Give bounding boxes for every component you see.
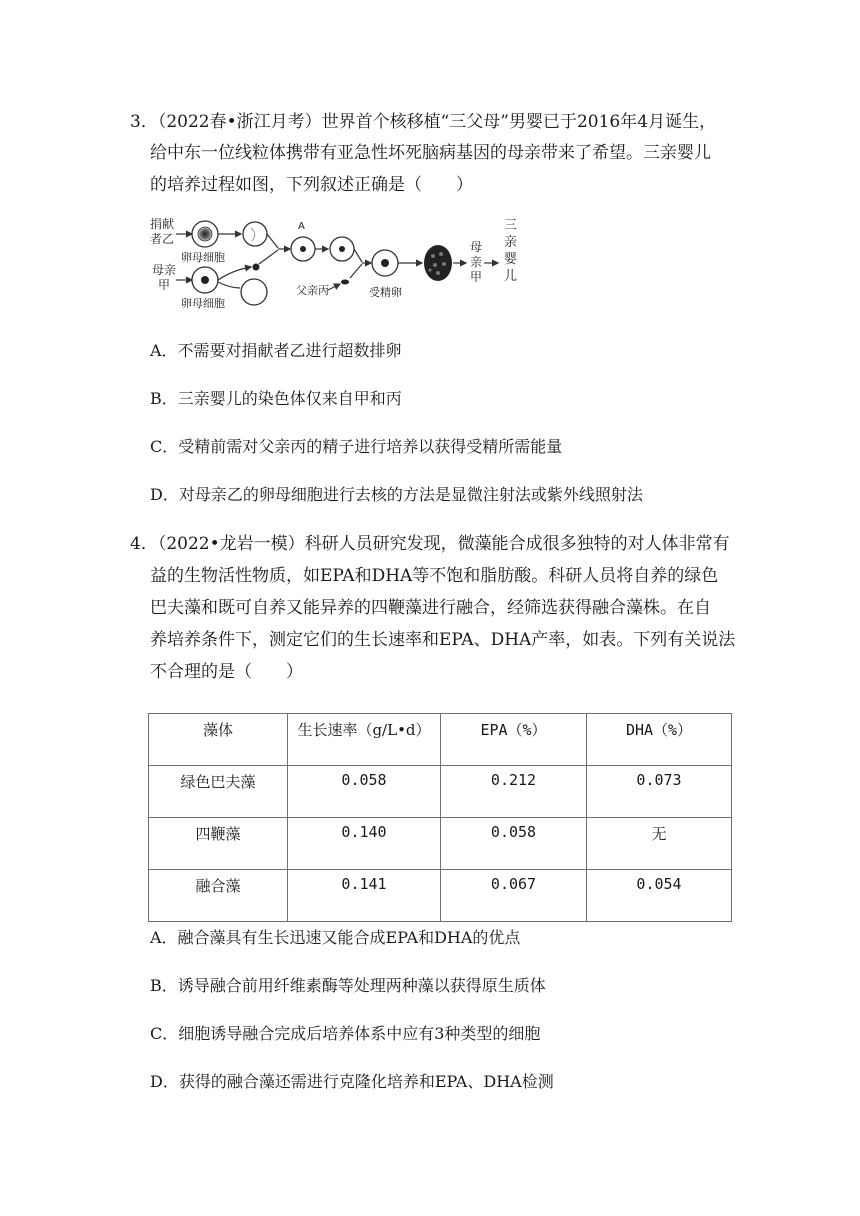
q4-option-d: D．获得的融合藻还需进行克隆化培养和EPA、DHA检测	[150, 1072, 554, 1091]
table-cell: 四鞭藻	[149, 818, 288, 870]
table-cell: 0.212	[441, 766, 587, 818]
label-mother-right-2: 亲	[470, 255, 483, 269]
table-cell: 绿色巴夫藻	[149, 766, 288, 818]
q3-option-a: A．不需要对捐献者乙进行超数排卵	[150, 341, 402, 360]
q4-option-c: C．细胞诱导融合完成后培养体系中应有3种类型的细胞	[150, 1024, 541, 1043]
table-cell: 0.067	[441, 870, 587, 922]
table-header-cell: DHA（%）	[587, 714, 732, 766]
table-header-cell: 藻体	[149, 714, 288, 766]
q4-line-5: 不合理的是（ ）	[150, 662, 303, 682]
label-baby-2: 亲	[504, 235, 518, 250]
table-cell: 0.054	[587, 870, 732, 922]
q4-line-1: 4．（2022•龙岩一模）科研人员研究发现，微藻能合成很多独特的对人体非常有	[130, 534, 730, 554]
embryo-icon	[424, 245, 452, 281]
table-header-row	[149, 714, 732, 766]
table-cell: 0.073	[587, 766, 732, 818]
enucleated-cell-icon	[241, 279, 267, 305]
nucleus-icon	[253, 264, 260, 271]
q3-line-1: 3．（2022春•浙江月考）世界首个核移植“三父母”男婴已于2016年4月诞生，	[130, 112, 717, 132]
table-cell: 0.058	[288, 766, 441, 818]
table-row	[149, 766, 732, 818]
label-mother-right-1: 母	[470, 240, 483, 254]
label-mother-right-3: 甲	[470, 270, 483, 284]
label-fertilized-egg: 受精卵	[369, 286, 402, 299]
q3-process-diagram	[148, 212, 526, 312]
label-mother-2: 甲	[158, 278, 171, 292]
q4-line-4: 养培养条件下，测定它们的生长速率和EPA、DHA产率，如表。下列有关说法	[150, 630, 736, 650]
table-cell: 0.140	[288, 818, 441, 870]
label-mother-1: 母亲	[152, 263, 177, 277]
label-baby-3: 婴	[504, 252, 518, 267]
label-A: A	[298, 221, 305, 232]
table-header-cell: 生长速率（g/L•d）	[288, 714, 441, 766]
q4-option-a: A．融合藻具有生长迅速又能合成EPA和DHA的优点	[150, 928, 521, 947]
table-cell: 无	[587, 818, 732, 870]
table-row	[149, 870, 732, 922]
q4-line-2: 益的生物活性物质，如EPA和DHA等不饱和脂肪酸。科研人员将自养的绿色	[150, 566, 719, 586]
q3-option-d: D．对母亲乙的卵母细胞进行去核的方法是显微注射法或紫外线照射法	[150, 485, 643, 504]
table-header-cell: EPA（%）	[441, 714, 587, 766]
label-oocyte-top: 卵母细胞	[181, 251, 225, 264]
q4-option-b: B．诱导融合前用纤维素酶等处理两种藻以获得原生质体	[150, 976, 546, 995]
label-baby-1: 三	[504, 218, 518, 233]
sperm-icon	[341, 280, 349, 285]
label-oocyte-bottom: 卵母细胞	[181, 297, 225, 310]
label-father: 父亲丙	[296, 284, 329, 297]
q3-line-2: 给中东一位线粒体携带有亚急性坏死脑病基因的母亲带来了希望。三亲婴儿	[150, 143, 711, 163]
table-cell: 0.058	[441, 818, 587, 870]
q3-option-b: B．三亲婴儿的染色体仅来自甲和丙	[150, 389, 402, 408]
algae-data-table	[148, 713, 732, 922]
q4-line-3: 巴夫藻和既可自养又能异养的四鞭藻进行融合，经筛选获得融合藻株。在自	[150, 598, 711, 618]
label-baby-4: 儿	[504, 269, 518, 284]
label-donor-2: 者乙	[150, 232, 175, 246]
table-row	[149, 818, 732, 870]
q3-line-3: 的培养过程如图，下列叙述正确是（ ）	[150, 175, 473, 195]
table-cell: 0.141	[288, 870, 441, 922]
label-donor-1: 捐献	[150, 217, 175, 231]
q3-option-c: C．受精前需对父亲丙的精子进行培养以获得受精所需能量	[150, 437, 563, 456]
table-cell: 融合藻	[149, 870, 288, 922]
